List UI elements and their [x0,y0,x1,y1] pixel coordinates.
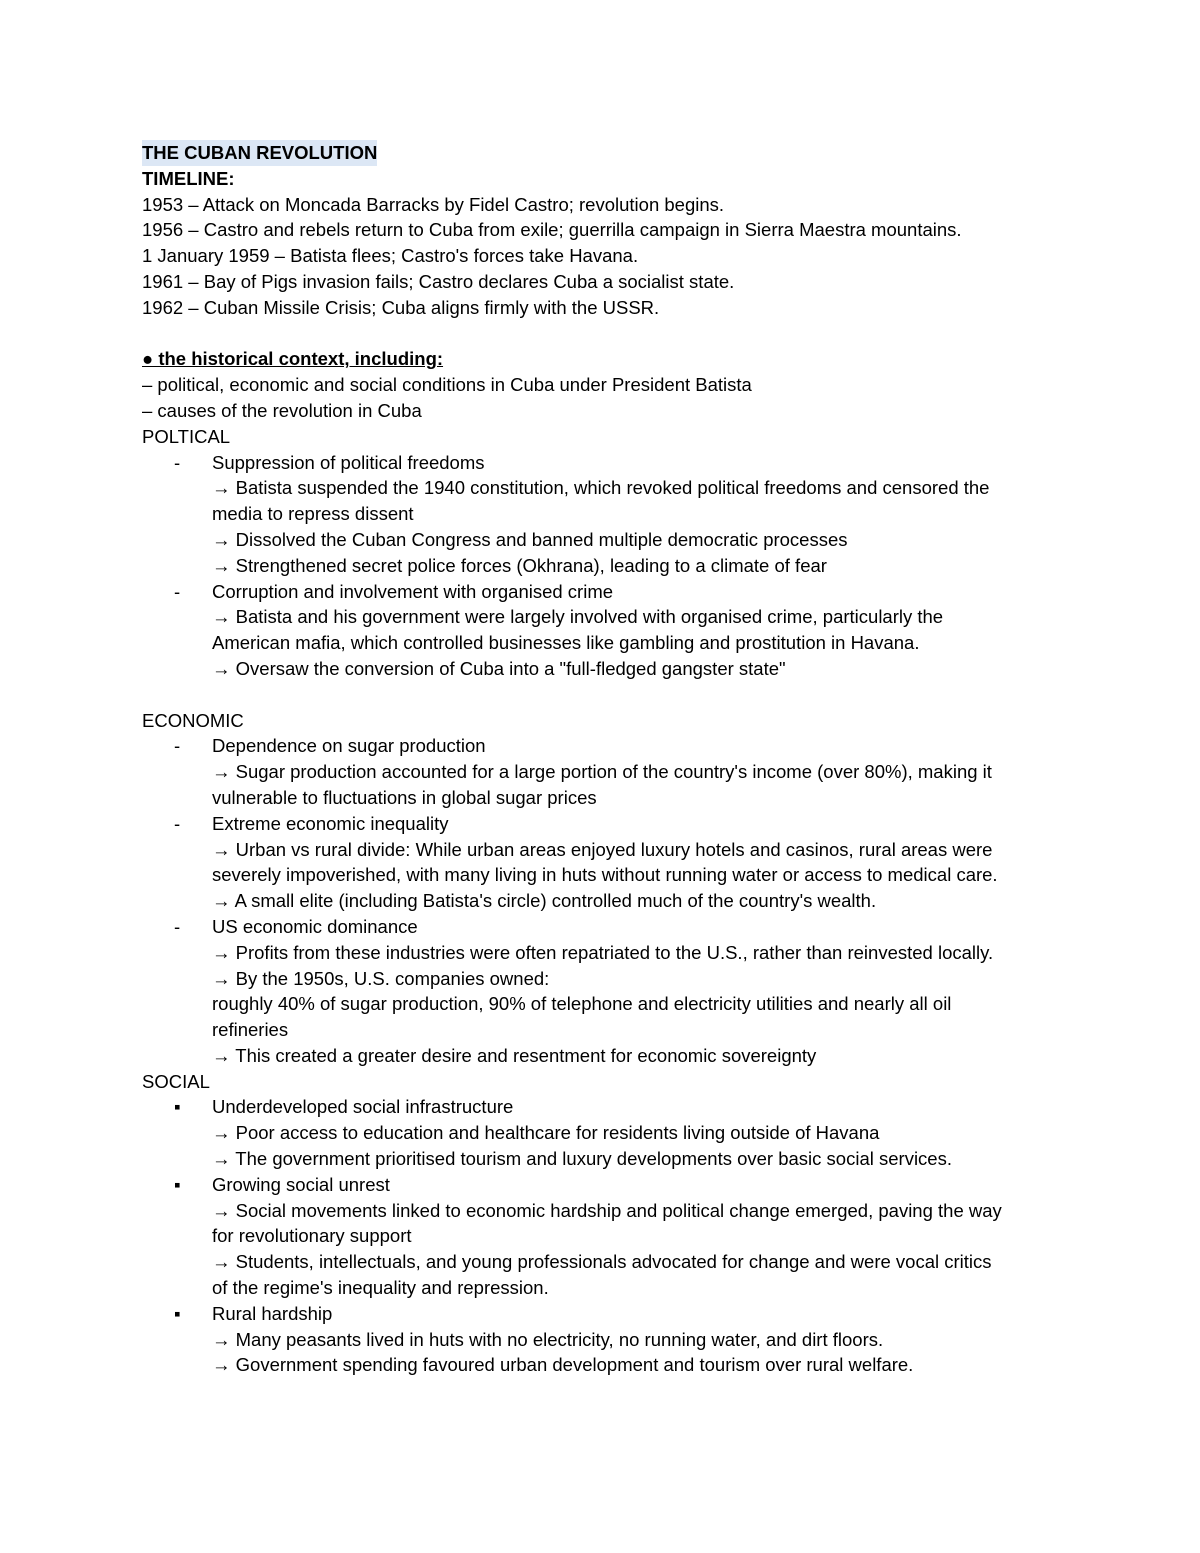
context-heading: ● the historical context, including: [142,348,444,370]
bullet-mark: ▪ [174,1302,181,1324]
bullet-mark: - [174,812,181,834]
bullet-item [142,811,1062,837]
bullet-point-line: severely impoverished, with many living in huts without running water or access to medical care. [212,864,998,886]
timeline-item: 1961 – Bay of Pigs invasion fails; Castro declares Cuba a socialist state. [142,270,735,292]
bullet-point-line: media to repress dissent [212,503,414,525]
bullet-point-line: refineries [212,1019,289,1041]
bullet-point-line: → Students, intellectuals, and young professionals advocated for change and were vocal critics [212,1251,992,1273]
political-heading: POLTICAL [142,425,231,447]
bullet-point-line: vulnerable to fluctuations in global sugar prices [212,786,597,808]
timeline-item: 1956 – Castro and rebels return to Cuba from exile; guerrilla campaign in Sierra Maestra mountains. [142,219,962,241]
social-heading: SOCIAL [142,1070,210,1092]
economic-section [142,733,1062,1068]
bullet-point-line: → The government prioritised tourism and luxury developments over basic social services. [212,1148,952,1170]
bullet-point-line: → Urban vs rural divide: While urban areas enjoyed luxury hotels and casinos, rural areas were [212,838,993,860]
bullet-point-line: for revolutionary support [212,1225,412,1247]
bullet-point-line: → Strengthened secret police forces (Okhrana), leading to a climate of fear [212,554,827,576]
bullet-item [142,1301,1062,1327]
context-item: – causes of the revolution in Cuba [142,399,422,421]
bullet-item [142,450,1062,476]
bullet-label: Rural hardship [212,1302,333,1324]
bullet-mark: - [174,451,181,473]
bullet-point-line: → Oversaw the conversion of Cuba into a "full-fledged gangster state" [212,657,786,679]
spacer [142,321,1062,347]
bullet-point-line: American mafia, which controlled businesses like gambling and prostitution in Havana. [212,632,920,654]
bullet-label: Underdeveloped social infrastructure [212,1096,514,1118]
bullet-point-line: → By the 1950s, U.S. companies owned: [212,967,550,989]
bullet-point-line: → Batista and his government were largely involved with organised crime, particularly the [212,606,944,628]
bullet-point-line: → This created a greater desire and resentment for economic sovereignty [212,1044,817,1066]
economic-heading: ECONOMIC [142,709,244,731]
bullet-label: Growing social unrest [212,1173,390,1195]
bullet-point-line: → Poor access to education and healthcare for residents living outside of Havana [212,1122,880,1144]
context-item: – political, economic and social conditions in Cuba under President Batista [142,374,752,396]
bullet-point-line: roughly 40% of sugar production, 90% of telephone and electricity utilities and nearly all oil [212,993,952,1015]
bullet-mark: - [174,735,181,757]
bullet-label: Suppression of political freedoms [212,451,485,473]
bullet-point-line: of the regime's inequality and repression. [212,1277,549,1299]
timeline-item: 1953 – Attack on Moncada Barracks by Fidel Castro; revolution begins. [142,193,725,215]
bullet-point-line: → Government spending favoured urban development and tourism over rural welfare. [212,1354,914,1376]
social-section [142,1094,1062,1378]
bullet-point-line: → Social movements linked to economic hardship and political change emerged, paving the way [212,1199,1002,1221]
bullet-label: Extreme economic inequality [212,812,449,834]
bullet-point-line: → Batista suspended the 1940 constitution, which revoked political freedoms and censored the [212,477,990,499]
timeline-item: 1 January 1959 – Batista flees; Castro's forces take Havana. [142,245,639,267]
bullet-item [142,579,1062,605]
bullet-label: US economic dominance [212,915,418,937]
bullet-point-line: → Many peasants lived in huts with no electricity, no running water, and dirt floors. [212,1328,884,1350]
timeline-list [142,192,1062,321]
title-row [142,140,1062,166]
timeline-heading: TIMELINE: [142,167,235,189]
page-title: THE CUBAN REVOLUTION [142,140,377,166]
bullet-point-line: → A small elite (including Batista's circle) controlled much of the country's wealth. [212,890,877,912]
bullet-mark: ▪ [174,1173,181,1195]
bullet-item [142,914,1062,940]
bullet-item [142,1172,1062,1198]
bullet-point-line: → Dissolved the Cuban Congress and banned multiple democratic processes [212,528,848,550]
bullet-label: Corruption and involvement with organised crime [212,580,614,602]
timeline-item: 1962 – Cuban Missile Crisis; Cuba aligns firmly with the USSR. [142,296,660,318]
document-page [142,140,1062,1378]
bullet-item [142,733,1062,759]
bullet-label: Dependence on sugar production [212,735,486,757]
bullet-mark: - [174,915,181,937]
bullet-mark: ▪ [174,1096,181,1118]
bullet-item [142,1094,1062,1120]
bullet-point-line: → Sugar production accounted for a large portion of the country's income (over 80%), making it [212,761,992,783]
spacer [142,682,1062,708]
bullet-point-line: → Profits from these industries were often repatriated to the U.S., rather than reinvested locally. [212,941,994,963]
bullet-mark: - [174,580,181,602]
political-section [142,450,1062,682]
